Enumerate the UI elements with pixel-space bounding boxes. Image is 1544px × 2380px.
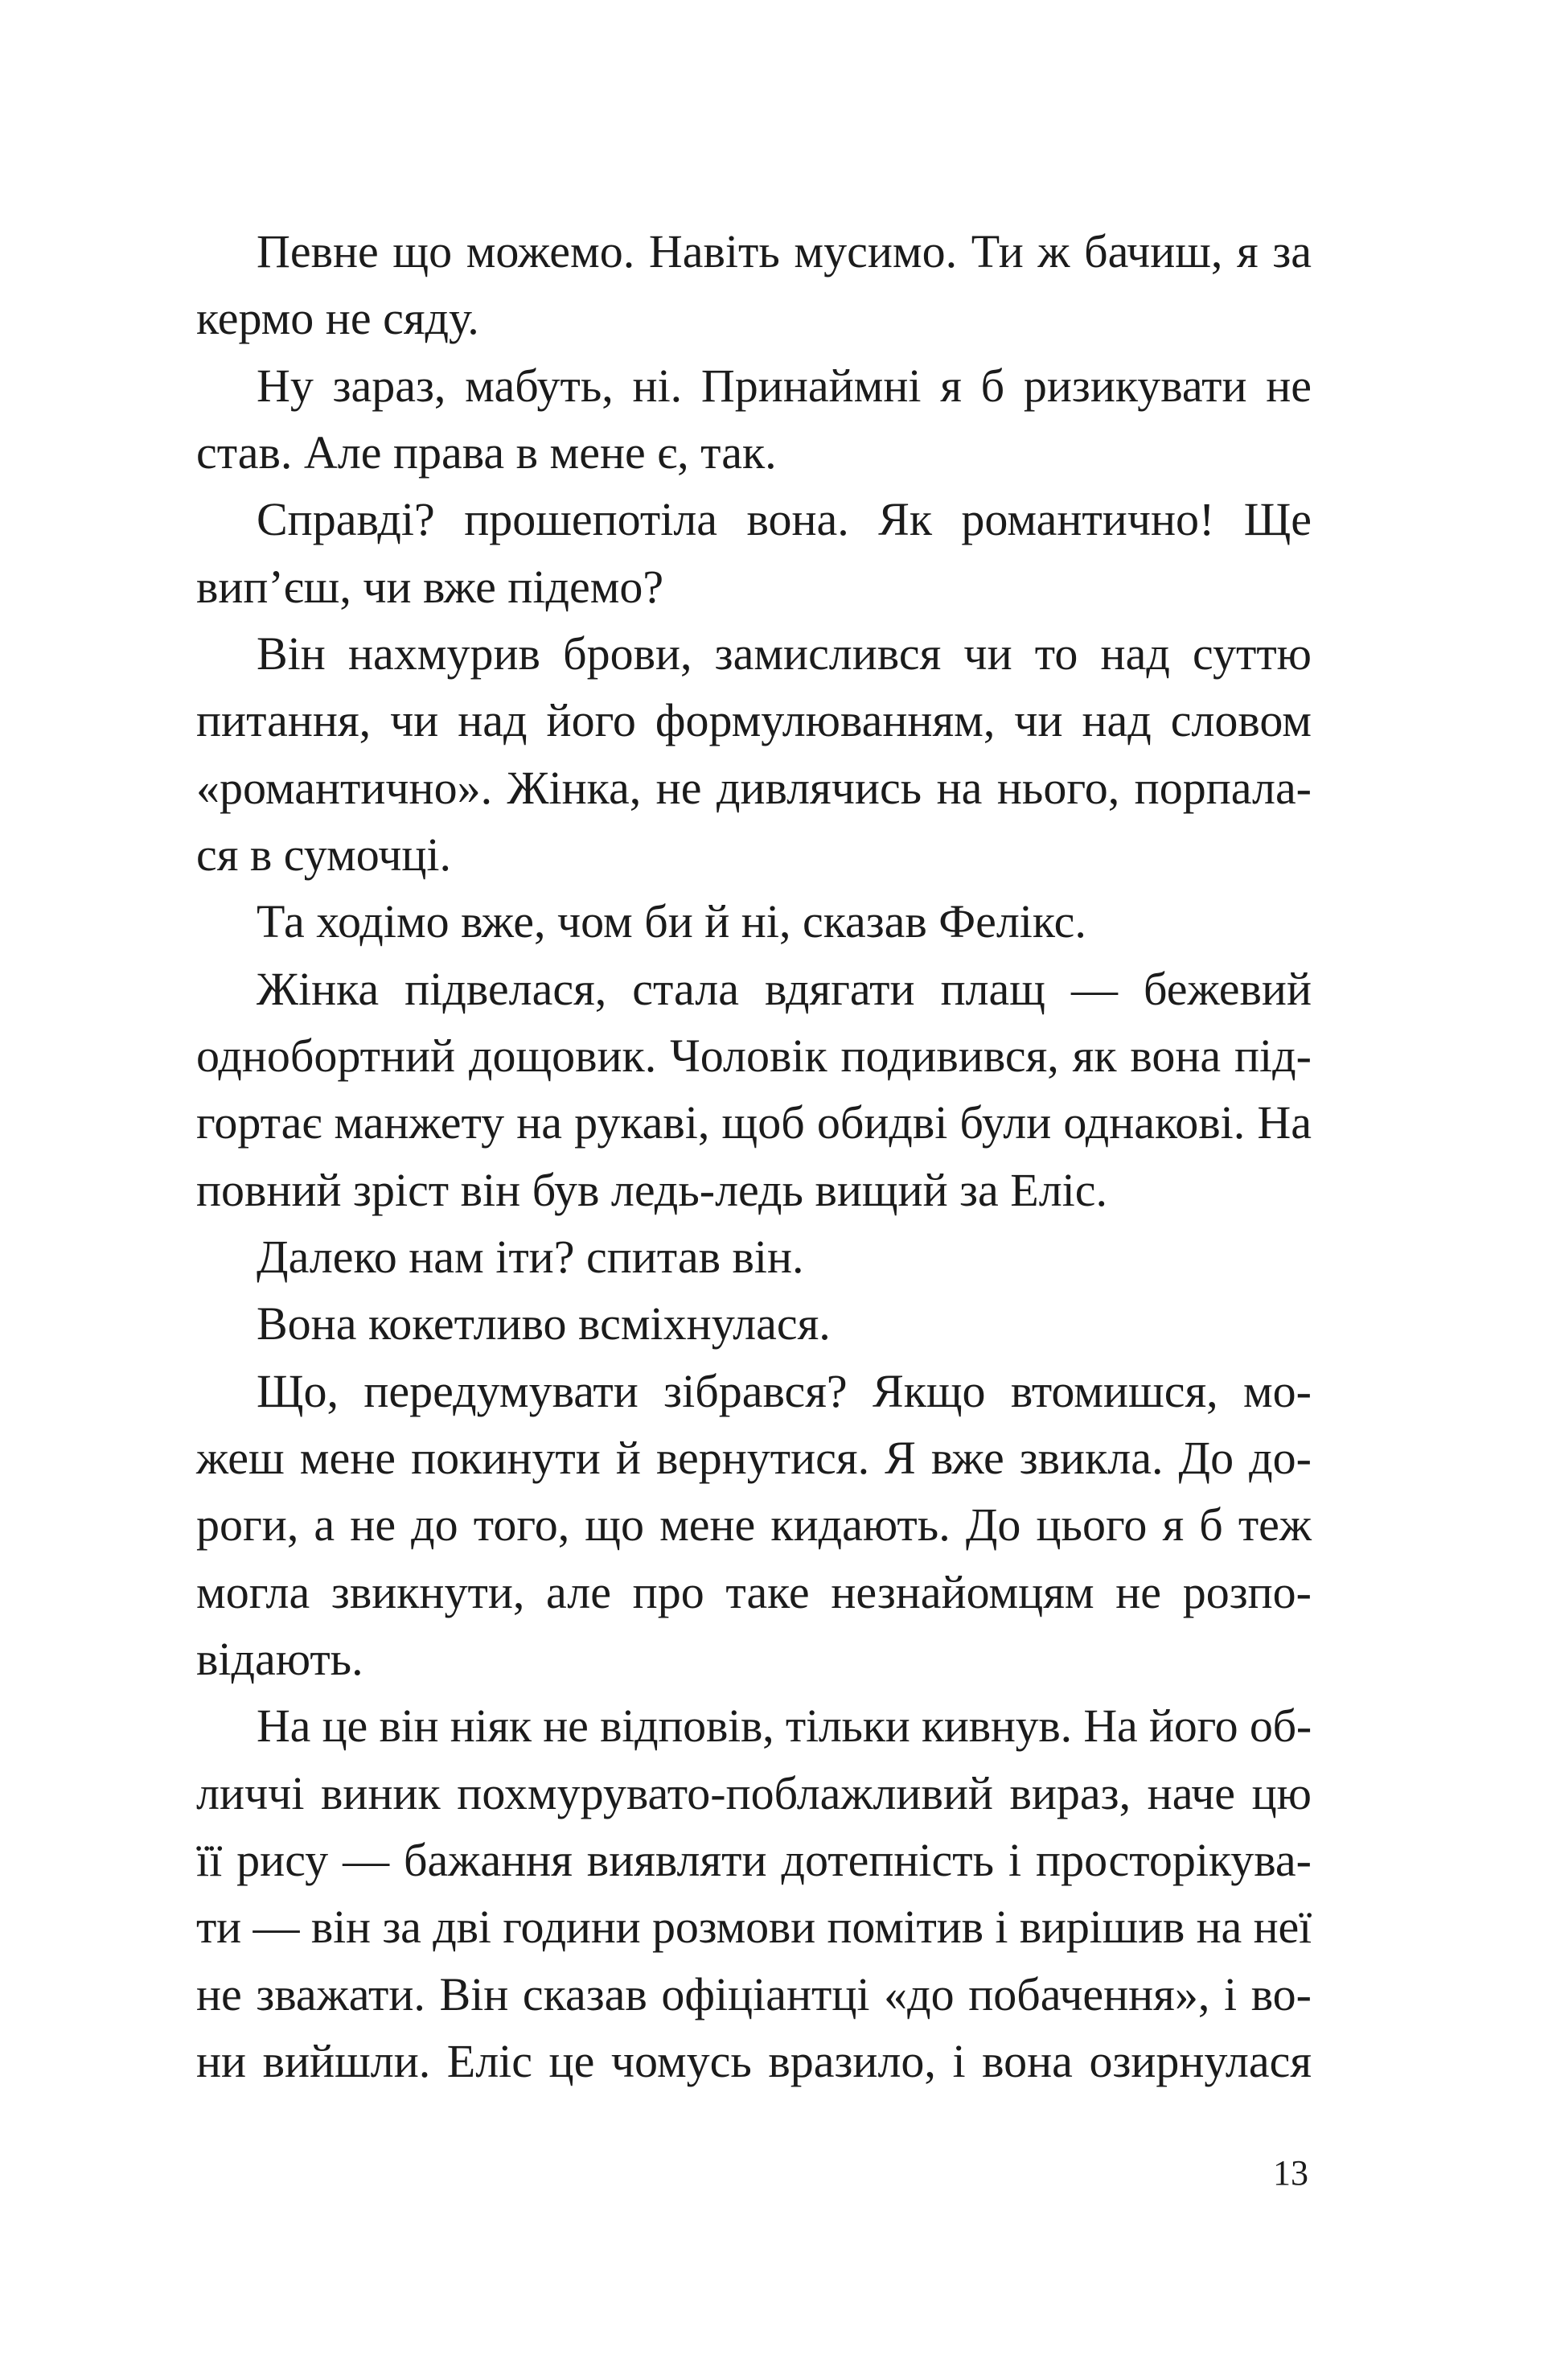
text-line: На це він ніяк не відповів, тільки кивнув. На його об- bbox=[257, 1700, 1312, 1753]
paragraph bbox=[196, 1358, 1312, 1693]
paragraph bbox=[196, 352, 1312, 487]
text-line: личчі виник похмурувато-поблажливий вираз, наче цю bbox=[196, 1766, 1312, 1819]
page-number: 13 bbox=[1273, 2153, 1308, 2193]
paragraph bbox=[196, 1692, 1312, 2094]
text-line: кермо не сяду. bbox=[196, 292, 479, 345]
text-line: вип’єш, чи вже підемо? bbox=[196, 560, 664, 613]
paragraph bbox=[196, 486, 1312, 620]
paragraph bbox=[196, 888, 1312, 955]
text-line: Певне що можемо. Навіть мусимо. Ти ж бачиш, я за bbox=[257, 225, 1312, 277]
text-line: повний зріст він був ледь-ледь вищий за Еліс. bbox=[196, 1163, 1108, 1216]
paragraph bbox=[196, 620, 1312, 888]
text-line: Та ходімо вже, чом би й ні, сказав Фелікс. bbox=[257, 895, 1086, 948]
text-line: Він нахмурив брови, замислився чи то над суттю bbox=[257, 627, 1312, 680]
text-line: Справді? прошепотіла вона. Як романтично! Ще bbox=[257, 493, 1312, 546]
text-line: ни вийшли. Еліс це чомусь вразило, і вона озирнулася bbox=[196, 2034, 1312, 2087]
text-line: її рису — бажання виявляти дотепність і просторікува- bbox=[196, 1833, 1312, 1886]
text-line: ти — він за дві години розмови помітив і вирішив на неї bbox=[196, 1901, 1312, 1954]
text-line: однобортний дощовик. Чоловік подивився, як вона під- bbox=[196, 1029, 1312, 1082]
text-line: питання, чи над його формулюванням, чи над словом bbox=[196, 694, 1312, 747]
text-line: став. Але права в мене є, так. bbox=[196, 425, 777, 479]
paragraph bbox=[196, 956, 1312, 1223]
text-line: Жінка підвелася, стала вдягати плащ — бежевий bbox=[257, 962, 1312, 1015]
text-line: не зважати. Він сказав офіціантці «до побачення», і во- bbox=[196, 1967, 1312, 2020]
text-line: «романтично». Жінка, не дивлячись на нього, порпала- bbox=[196, 761, 1312, 814]
text-line: Ну зараз, мабуть, ні. Принаймні я б ризикувати не bbox=[257, 359, 1312, 412]
paragraph bbox=[196, 1223, 1312, 1290]
text-line: жеш мене покинути й вернутися. Я вже звикла. До до- bbox=[196, 1431, 1312, 1484]
text-line: Вона кокетливо всміхнулася. bbox=[257, 1297, 831, 1350]
text-line: ся в сумочці. bbox=[196, 828, 452, 881]
text-line: відають. bbox=[196, 1632, 363, 1685]
text-line: Що, передумувати зібрався? Якщо втомишся, мо- bbox=[257, 1364, 1312, 1417]
paragraph bbox=[196, 218, 1312, 352]
body-text bbox=[196, 218, 1312, 2094]
text-line: Далеко нам іти? спитав він. bbox=[257, 1230, 804, 1283]
text-line: могла звикнути, але про таке незнайомцям не розпо- bbox=[196, 1565, 1312, 1618]
text-line: роги, а не до того, що мене кидають. До цього я б теж bbox=[196, 1498, 1312, 1552]
paragraph bbox=[196, 1290, 1312, 1357]
text-line: гортає манжету на рукаві, щоб обидві були однакові. На bbox=[196, 1096, 1312, 1149]
